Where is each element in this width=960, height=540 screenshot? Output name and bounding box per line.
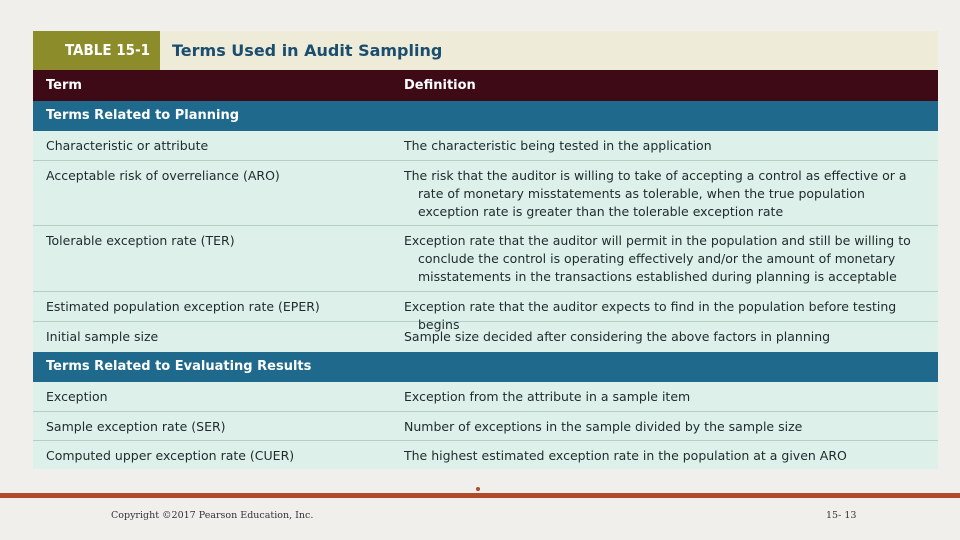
table-row [33,412,938,441]
table-row [33,322,938,352]
definition-cell: Number of exceptions in the sample divided by the sample size [404,419,803,434]
section-row-planning [33,101,938,131]
definition-cell: Exception from the attribute in a sample item [404,389,691,404]
table-number: TABLE 15-1 [33,31,160,70]
definition-column-header: Definition [404,78,476,93]
section-title: Terms Related to Evaluating Results [46,359,312,374]
term-cell: Exception [46,389,108,404]
term-cell: Tolerable exception rate (TER) [46,233,235,248]
table-row [33,131,938,161]
definition-cell: Exception rate that the auditor will permit in the population and still be willing to conclude the control is operating effectively and/or the amount of monetary misstatements in the transactions established during planning is acceptable [404,233,911,284]
definition-cell: Sample size decided after considering the above factors in planning [404,329,831,344]
term-cell: Characteristic or attribute [46,138,209,153]
definition-cell: The risk that the auditor is willing to take of accepting a control as effective or a rate of monetary misstatements as tolerable, when the true population exception rate is greater than the tolerable exception rate [404,168,907,219]
table-row [33,161,938,226]
audit-sampling-terms-table [33,31,938,469]
definition-cell: The highest estimated exception rate in the population at a given ARO [404,448,847,463]
table-row [33,226,938,292]
table-row [33,441,938,469]
page-number: 15- 13 [826,510,857,521]
section-title: Terms Related to Planning [46,108,240,123]
table-row [33,292,938,332]
term-cell: Computed upper exception rate (CUER) [46,448,295,463]
definition-cell: The characteristic being tested in the application [404,138,712,153]
term-cell: Initial sample size [46,329,159,344]
term-column-header: Term [46,78,82,93]
footer-rule [0,493,960,498]
copyright-text: Copyright ©2017 Pearson Education, Inc. [111,510,314,521]
table-title: Terms Used in Audit Sampling [172,41,443,60]
section-row-evaluating [33,352,938,382]
footer-rule-dot [476,487,480,491]
term-cell: Estimated population exception rate (EPER) [46,299,320,314]
table-header-row [33,70,938,101]
table-title-bar [33,31,938,70]
term-cell: Sample exception rate (SER) [46,419,226,434]
definition-cell: Exception rate that the auditor expects to find in the population before testing begins [404,299,897,332]
table-row [33,382,938,412]
term-cell: Acceptable risk of overreliance (ARO) [46,168,280,183]
